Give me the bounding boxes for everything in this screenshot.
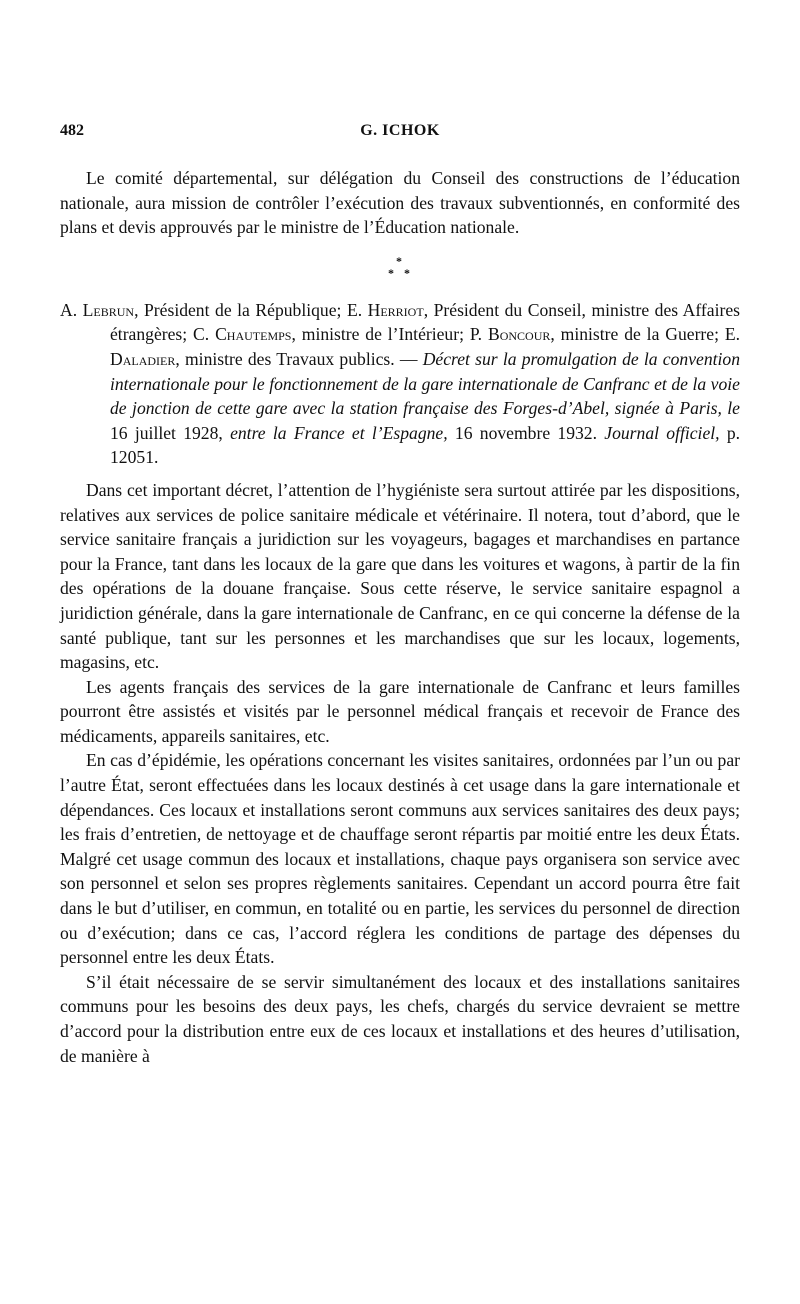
asterism-star-left: * [388,265,394,280]
citation-page-ref: p. 12051. [110,422,741,468]
paragraph-french-agents: Les agents français des services de la gare internationale de Canfranc et leurs familles pourront être assistés et visités par le personnel médical français et recevoir de France des médicaments, appareils sanitaires, etc. [60,676,740,746]
asterism-separator [60,248,740,288]
page-body [60,166,740,1068]
asterism-star-right: * [404,265,410,280]
citation-author-daladier: Daladier [110,348,176,369]
page-header [60,122,740,146]
paragraph-intro: Le comité départemental, sur délégation du Conseil des constructions de l’éducation nationale, aura mission de contrôler l’exécution des travaux subventionnés, en conformité des plans et devis approuvés par le ministre de l’Éducation nationale. [60,168,740,238]
citation-initial: A. [60,299,83,320]
citation-author-herriot: Herriot [367,299,424,320]
running-head: G. ICHOK [360,122,440,139]
page-number: 482 [60,122,84,139]
asterism-star-top: * [396,253,402,268]
citation-role-3: , ministre de l’Intérieur; P. [291,324,488,345]
decree-citation [60,298,740,470]
citation-parties: entre la France et l’Espagne, [230,422,448,443]
citation-author-chautemps: Chautemps [215,324,292,345]
citation-date-signed: 16 juillet 1928, [110,422,231,443]
citation-role-4: , ministre de la Guerre; E. [550,324,740,345]
citation-role-1: , Président de la République; E. [134,299,368,320]
citation-date-decree: 16 novembre 1932. [447,422,605,443]
citation-decree-title: Décret sur la promulgation de la convention internationale pour le fonctionnement de la gare internationale de Canfranc et de la voie de jonction de cette gare avec la station française des Forges-d’Abel, signée à Paris, le [110,348,740,419]
paragraph-epidemic: En cas d’épidémie, les opérations concernant les visites sanitaires, ordonnées par l’un ou par l’autre État, seront effectuées dans les locaux destinés à cet usage dans la gare internationale et dépendances. Ces locaux et installations seront communs aux services sanitaires des deux pays; les frais d’entretien, de nettoyage et de chauffage seront répartis par moitié entre les deux États. Malgré cet usage commun des locaux et installations, chaque pays organisera son service avec son personnel et selon ses propres règlements sanitaires. Cependant un accord pourra être fait dans le but d’utiliser, en commun, en totalité ou en partie, les services du personnel de direction ou d’exécution; dans ce cas, l’accord réglera les conditions de partage des dépenses du personnel entre les deux États. [60,750,740,968]
citation-author-boncour: Boncour [487,324,551,345]
citation-journal: Journal officiel, [604,422,720,443]
citation-role-2: , Président du Conseil, ministre des Affaires étrangères; C. [110,299,741,345]
citation-author-lebrun: Lebrun [82,299,135,320]
paragraph-decree-analysis: Dans cet important décret, l’attention de l’hygiéniste sera surtout attirée par les dispositions, relatives aux services de police sanitaire médicale et vétérinaire. Il notera, tout d’abord, que le service sanitaire français a juridiction sur les voyageurs, bagages et marchandises en partance pour la France, tant dans les locaux de la gare que dans les voitures et wagons, à partir de la fin des opérations de la douane française. Sous cette réserve, le service sanitaire espagnol a juridiction générale, dans la gare internationale de Canfranc, en ce qui concerne la défense de la santé publique, tant sur les personnes et les marchandises que sur les locaux, logements, magasins, etc. [60,479,740,673]
citation-role-5: , ministre des Travaux publics. — [175,348,423,369]
paragraph-shared-installations: S’il était nécessaire de se servir simultanément des locaux et des installations sanitaires communs pour les besoins des deux pays, les chefs, chargés du service devraient se mettre d’accord pour la distribution entre eux de ces locaux et installations et des heures d’utilisation, de manière à [60,971,740,1066]
